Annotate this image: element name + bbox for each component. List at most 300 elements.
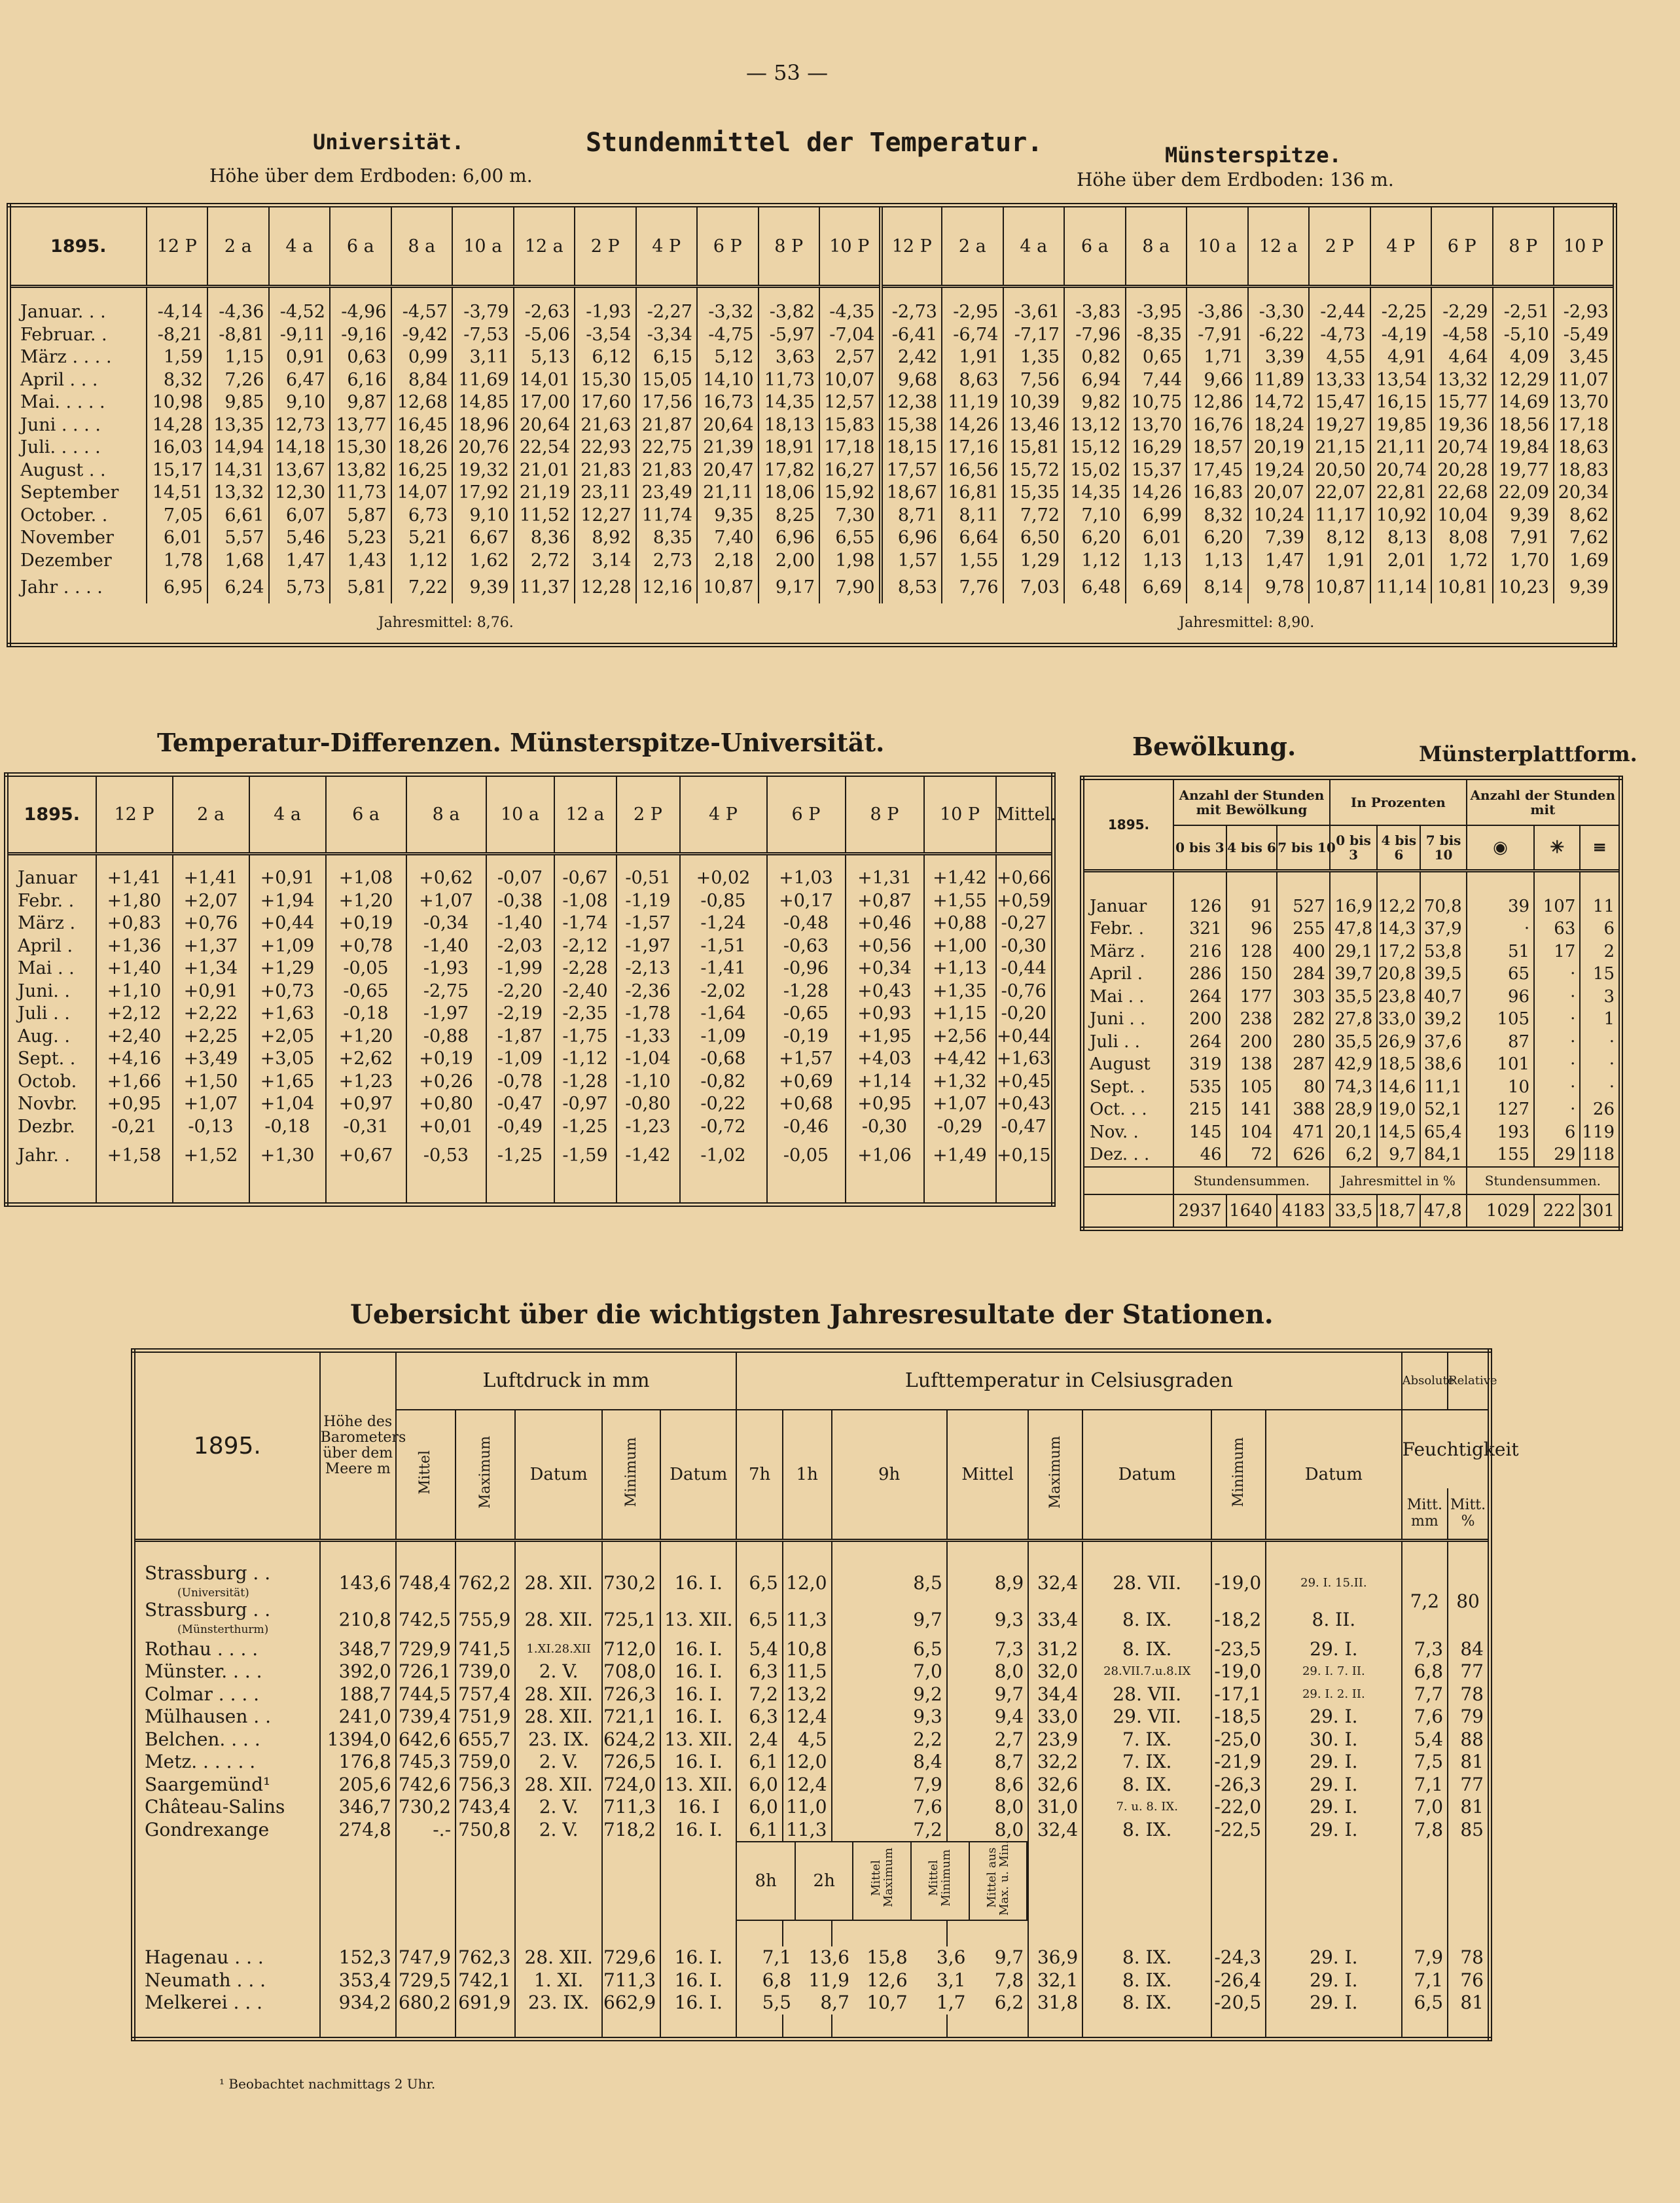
spacer — [617, 854, 680, 868]
t3-cell: · — [1534, 986, 1580, 1009]
t1-cell: -3,54 — [575, 324, 636, 347]
t3-cell: · — [1580, 1053, 1620, 1076]
t4-pct-header: % — [1461, 1513, 1475, 1530]
t1-cell: 1,70 — [1493, 550, 1554, 573]
t4-cell: 730,2 — [602, 1565, 660, 1602]
t1-cell: -3,83 — [1064, 301, 1126, 324]
t1-cell: 7,05 — [147, 505, 208, 528]
t1-cell: 15,38 — [881, 414, 942, 437]
t3-cell: 39,7 — [1330, 963, 1377, 986]
t4-cell: 11,0 — [783, 1796, 832, 1819]
t4-datum-header-1: Datum — [515, 1410, 602, 1541]
t1-row — [9, 437, 1615, 459]
t1-month-label: November — [9, 527, 147, 550]
t3-cell: 52,1 — [1420, 1098, 1466, 1121]
t4-datum-header-4: Datum — [1266, 1410, 1401, 1541]
t1-row — [9, 369, 1615, 392]
t3-year: 1895. — [1082, 778, 1174, 871]
t3-row — [1082, 1098, 1621, 1121]
t3-row — [1082, 1031, 1621, 1054]
t4-station-sublabel: (Münsterthurm) — [177, 1622, 269, 1636]
spacer — [96, 854, 173, 868]
t4-station-label — [134, 1562, 320, 1602]
t3-cell: 101 — [1467, 1053, 1534, 1076]
t3-cell: 1 — [1580, 1008, 1620, 1031]
t4-special-cell: 12,6 — [867, 1969, 908, 1991]
t4-subheader-cell — [911, 1842, 969, 1920]
t1-cell: -2,95 — [942, 301, 1003, 324]
t1-cell: 7,72 — [1003, 505, 1065, 528]
t1-right-station: Münsterspitze. — [1165, 143, 1342, 168]
t1-hour-header: 2 a — [942, 206, 1003, 287]
t4-cell: 724,0 — [602, 1774, 660, 1797]
spacer — [1448, 1920, 1490, 1946]
t1-cell: 14,26 — [1126, 482, 1187, 505]
t2-cell: -2,75 — [406, 980, 486, 1003]
t1-cell: 9,82 — [1064, 391, 1126, 414]
cloudiness-table — [1080, 776, 1623, 1231]
t1-cell: 20,28 — [1431, 459, 1493, 482]
t4-special-table — [737, 1992, 1028, 2015]
spacer — [1082, 1194, 1174, 1229]
t1-year: 1895. — [9, 206, 147, 287]
t4-cell: 6,3 — [736, 1660, 783, 1683]
t1-cell: 21,15 — [1309, 437, 1370, 459]
t3-cell: 63 — [1534, 918, 1580, 940]
t4-cell: 12,0 — [783, 1565, 832, 1602]
t1-hour-header: 2 P — [575, 206, 636, 287]
t1-cell: 16,27 — [819, 459, 881, 482]
t4-cell: 77 — [1448, 1774, 1490, 1797]
t3-cell: 18,5 — [1377, 1053, 1420, 1076]
t2-cell: -0,63 — [767, 935, 846, 958]
t4-cell: -.- — [396, 1819, 456, 1842]
t2-cell: +1,80 — [96, 890, 173, 913]
t1-month-label: Januar. . . — [9, 301, 147, 324]
t3-footer-value: 1029 — [1467, 1194, 1534, 1229]
t3-cell: 20,8 — [1377, 963, 1420, 986]
t1-cell: 4,64 — [1431, 346, 1493, 369]
t4-station-label — [134, 1819, 320, 1842]
t4-cell: 2,4 — [736, 1728, 783, 1751]
t3-row — [1082, 940, 1621, 963]
spacer — [697, 287, 759, 302]
t4-cell: 28. VII. — [1082, 1565, 1211, 1602]
t4-cell: 729,9 — [396, 1638, 456, 1661]
t4-special-cell: 9,7 — [994, 1946, 1024, 1969]
t1-cell: 15,02 — [1064, 459, 1126, 482]
t2-cell: -2,20 — [486, 980, 554, 1003]
t4-special-cell: 6,8 — [762, 1969, 792, 1991]
t3-cell: 26,9 — [1377, 1031, 1420, 1054]
spacer — [1277, 871, 1330, 895]
t1-cell: -4,35 — [819, 301, 881, 324]
t2-row — [7, 1093, 1054, 1116]
t1-cell: 1,78 — [147, 550, 208, 573]
t3-cell: 141 — [1226, 1098, 1278, 1121]
t3-cell: 74,3 — [1330, 1076, 1377, 1099]
t1-cell: 14,01 — [514, 369, 575, 392]
t4-cell: 29. I. 7. II. — [1266, 1660, 1401, 1683]
spacer — [456, 1842, 515, 1920]
t4-cell: 16. I. — [660, 1992, 736, 2015]
t1-cell: 22,75 — [636, 437, 698, 459]
t4-cell: 739,4 — [396, 1706, 456, 1728]
t1-cell: 3,63 — [759, 346, 820, 369]
t4-cell: 31,0 — [1028, 1796, 1082, 1819]
t2-month-label: Juni. . — [7, 980, 96, 1003]
t4-cell: 12,4 — [783, 1706, 832, 1728]
spacer — [1266, 2015, 1401, 2039]
t1-cell: 1,13 — [1126, 550, 1187, 573]
t3-cell: 80 — [1277, 1076, 1330, 1099]
t1-cell: 23,11 — [575, 482, 636, 505]
t2-cell: -0,76 — [996, 980, 1054, 1003]
t3-cell: 264 — [1173, 986, 1226, 1009]
t2-cell: +0,46 — [846, 912, 924, 935]
t4-cell: 32,2 — [1028, 1751, 1082, 1774]
t2-cell: +0,91 — [173, 980, 249, 1003]
t1-cell: 6,99 — [1126, 505, 1187, 528]
t4-cell: 8,0 — [947, 1796, 1028, 1819]
t2-cell: -0,20 — [996, 1003, 1054, 1026]
t3-cell: 471 — [1277, 1121, 1330, 1144]
t1-hour-header: 12 a — [1248, 206, 1310, 287]
t1-cell: 15,72 — [1003, 459, 1065, 482]
t1-row — [9, 346, 1615, 369]
spacer — [134, 1842, 320, 1920]
t1-cell: 6,20 — [1064, 527, 1126, 550]
t1-cell: 13,67 — [269, 459, 331, 482]
t3-cell: 20,1 — [1330, 1121, 1377, 1144]
spacer — [1534, 871, 1580, 895]
spacer — [660, 2015, 736, 2039]
t3-group-hours: Anzahl der Stunden mit Bewölkung — [1173, 778, 1330, 825]
spacer — [1448, 1842, 1490, 1920]
t4-cell: 624,2 — [602, 1728, 660, 1751]
t4-cell: 31,2 — [1028, 1638, 1082, 1661]
t1-jahr-cell: 9,39 — [452, 572, 514, 603]
t1-cell: 7,30 — [819, 505, 881, 528]
t4-cell: 655,7 — [456, 1728, 515, 1751]
t1-cell: 21,01 — [514, 459, 575, 482]
t1-cell: -4,96 — [330, 301, 391, 324]
t1-jahr-cell: 9,39 — [1554, 572, 1615, 603]
t4-shared-abs-humidity: 7,2 — [1402, 1565, 1448, 1638]
t4-special-cell: 5,5 — [762, 1992, 792, 2014]
t2-hour-header: 8 P — [846, 775, 924, 854]
spacer — [602, 2015, 660, 2039]
spacer — [1211, 2015, 1266, 2039]
t3-cell: 33,0 — [1377, 1008, 1420, 1031]
t1-cell: 1,47 — [1248, 550, 1310, 573]
t2-cell: -0,48 — [767, 912, 846, 935]
t3-cell: · — [1534, 963, 1580, 986]
t2-cell: +0,83 — [96, 912, 173, 935]
t3-cell: 65 — [1467, 963, 1534, 986]
t1-cell: 1,71 — [1187, 346, 1248, 369]
t4-cell: 8,7 — [947, 1751, 1028, 1774]
t1-cell: 14,51 — [147, 482, 208, 505]
spacer — [1370, 287, 1432, 302]
t2-cell: +1,20 — [326, 1026, 406, 1048]
t2-cell: +1,07 — [406, 890, 486, 913]
t4-cell: 12,4 — [783, 1774, 832, 1797]
t2-cell: -0,65 — [326, 980, 406, 1003]
t4-cell: 2. V. — [515, 1751, 602, 1774]
t4-cell: 726,3 — [602, 1683, 660, 1706]
t1-cell: 18,57 — [1187, 437, 1248, 459]
t1-cell: 1,57 — [881, 550, 942, 573]
t1-row — [9, 414, 1615, 437]
spacer — [486, 854, 554, 868]
t2-cell: -0,19 — [767, 1026, 846, 1048]
t3-cell: 150 — [1226, 963, 1278, 986]
t1-footer-row — [9, 603, 1615, 645]
t1-cell: 9,66 — [1187, 369, 1248, 392]
t1-cell: -3,61 — [1003, 301, 1065, 324]
t2-cell: +0,69 — [767, 1071, 846, 1094]
t3-cell: 6 — [1580, 918, 1620, 940]
t4-station-row-special — [134, 1946, 1490, 1969]
t4-cell: 78 — [1448, 1946, 1490, 1969]
t4-subheader-block — [736, 1842, 1028, 1920]
t1-cell: 1,29 — [1003, 550, 1065, 573]
spacer — [1187, 287, 1248, 302]
t2-jahr-cell: +0,15 — [996, 1138, 1054, 1173]
spacer — [320, 1842, 396, 1920]
t1-cell: 0,91 — [269, 346, 331, 369]
t3-footer-values — [1082, 1194, 1621, 1229]
spacer — [249, 854, 326, 868]
t4-1h-header: 1h — [783, 1410, 832, 1541]
t2-cell: -1,08 — [554, 890, 617, 913]
t1-cell: -2,51 — [1493, 301, 1554, 324]
t1-cell: 17,00 — [514, 391, 575, 414]
t1-jahr-cell: 6,48 — [1064, 572, 1126, 603]
t4-cell: 88 — [1448, 1728, 1490, 1751]
spacer — [1266, 1920, 1401, 1946]
t1-right-height: Höhe über dem Erdboden: 136 m. — [1077, 169, 1394, 190]
t1-cell: 1,47 — [269, 550, 331, 573]
t4-station-name: Mülhausen . . — [145, 1706, 271, 1728]
t4-cell: -19,0 — [1211, 1565, 1266, 1602]
t4-year: 1895. — [134, 1351, 320, 1541]
t4-cell: 11,3 — [783, 1602, 832, 1638]
t1-cell: 23,49 — [636, 482, 698, 505]
t4-station-label — [134, 1728, 320, 1751]
t1-cell: 11,74 — [636, 505, 698, 528]
t4-station-row — [134, 1751, 1490, 1774]
t1-cell: 5,13 — [514, 346, 575, 369]
t1-cell: 17,18 — [1554, 414, 1615, 437]
t2-cell: +0,19 — [326, 912, 406, 935]
t4-cell: 8,4 — [832, 1751, 947, 1774]
t2-cell: -0,07 — [486, 867, 554, 890]
spacer — [554, 1173, 617, 1205]
t4-special-table — [737, 1969, 1028, 1992]
t3-row — [1082, 895, 1621, 918]
t1-cell: -2,44 — [1309, 301, 1370, 324]
t4-cell: -26,4 — [1211, 1969, 1266, 1992]
t2-cell: +1,63 — [996, 1048, 1054, 1071]
t1-cell: 16,25 — [391, 459, 453, 482]
t2-jahr-cell: +1,58 — [96, 1138, 173, 1173]
t1-hour-header: 8 a — [391, 206, 453, 287]
t4-cell: 708,0 — [602, 1660, 660, 1683]
t4-cell: 739,0 — [456, 1660, 515, 1683]
t4-station-label — [134, 1660, 320, 1683]
t2-cell: +0,95 — [846, 1093, 924, 1116]
t3-cell: 238 — [1226, 1008, 1278, 1031]
t4-cell: 759,0 — [456, 1751, 515, 1774]
t2-cell: +0,80 — [406, 1093, 486, 1116]
spacer — [173, 1173, 249, 1205]
t1-cell: -7,53 — [452, 324, 514, 347]
t4-cell: 34,4 — [1028, 1683, 1082, 1706]
t1-cell: 13,46 — [1003, 414, 1065, 437]
t4-luftdruck-header: Luftdruck in mm — [396, 1351, 737, 1410]
t2-cell: +1,13 — [924, 958, 996, 980]
t3-cell: 42,9 — [1330, 1053, 1377, 1076]
t2-cell: +1,95 — [846, 1026, 924, 1048]
t3-cell: 14,5 — [1377, 1121, 1420, 1144]
t1-cell: 1,69 — [1554, 550, 1615, 573]
t2-cell: -1,87 — [486, 1026, 554, 1048]
t3-month-label: Nov. . — [1082, 1121, 1174, 1144]
t1-cell: 17,92 — [452, 482, 514, 505]
t1-cell: 12,29 — [1493, 369, 1554, 392]
t4-station-name: Saargemünd¹ — [145, 1773, 271, 1795]
t2-cell: -1,99 — [486, 958, 554, 980]
t2-row — [7, 912, 1054, 935]
t1-cell: 1,15 — [207, 346, 269, 369]
t2-cell: -0,44 — [996, 958, 1054, 980]
t4-station-name: Neumath . . . — [134, 1969, 320, 1992]
t3-cell: 87 — [1467, 1031, 1534, 1054]
t1-jahr-cell: 10,81 — [1431, 572, 1493, 603]
t2-cell: +2,05 — [249, 1026, 326, 1048]
t4-subheader-cell — [969, 1842, 1028, 1920]
t1-cell: 8,08 — [1431, 527, 1493, 550]
t1-cell: 15,35 — [1003, 482, 1065, 505]
t2-cell: -1,64 — [680, 1003, 767, 1026]
t2-cell: +0,43 — [846, 980, 924, 1003]
spacer — [396, 1842, 456, 1920]
t3-cell: 46 — [1173, 1143, 1226, 1167]
t2-row — [7, 867, 1054, 890]
spacer — [819, 287, 881, 302]
t1-cell: 19,24 — [1248, 459, 1310, 482]
t4-station-label — [134, 1683, 320, 1706]
t2-cell: -0,30 — [996, 935, 1054, 958]
spacer — [1402, 2015, 1448, 2039]
t3-cell: · — [1534, 1053, 1580, 1076]
t4-cell: 757,4 — [456, 1683, 515, 1706]
t4-mitt-header-2: Mitt. — [1450, 1497, 1486, 1514]
t4-cell: 77 — [1448, 1660, 1490, 1683]
t4-cell: 711,3 — [602, 1969, 660, 1992]
t3-weather-symbol-icon: ◉ — [1467, 825, 1534, 871]
t1-cell: 12,68 — [391, 391, 453, 414]
spacer — [636, 287, 698, 302]
t4-cell: 143,6 — [320, 1565, 396, 1602]
t4-cell: 744,5 — [396, 1683, 456, 1706]
t2-cell: +0,62 — [406, 867, 486, 890]
t4-special-block — [736, 1969, 1028, 1992]
t1-cell: 13,70 — [1554, 391, 1615, 414]
t4-cell: 28.VII.7.u.8.IX — [1082, 1660, 1211, 1683]
t1-cell: 12,86 — [1187, 391, 1248, 414]
t1-cell: 14,10 — [697, 369, 759, 392]
t2-jahr-label: Jahr. . — [7, 1138, 96, 1173]
spacer — [269, 287, 331, 302]
t4-cell: 8. IX. — [1082, 1946, 1211, 1969]
t1-cell: 1,72 — [1431, 550, 1493, 573]
t1-month-label: April . . . — [9, 369, 147, 392]
t1-hour-header: 6 a — [1064, 206, 1126, 287]
t2-cell: -0,22 — [680, 1093, 767, 1116]
spacer — [1003, 287, 1065, 302]
t1-jahr-label: Jahr . . . . — [9, 572, 147, 603]
t3-station: Münsterplattform. — [1419, 742, 1637, 766]
t4-cell: 718,2 — [602, 1819, 660, 1842]
t4-cell: 2. V. — [515, 1796, 602, 1819]
t1-cell: 8,32 — [1187, 505, 1248, 528]
spacer — [783, 1920, 832, 1946]
t2-cell: -1,97 — [406, 1003, 486, 1026]
t2-cell: +2,12 — [96, 1003, 173, 1026]
t1-cell: 20,74 — [1370, 459, 1432, 482]
t4-lufttemp-header: Lufttemperatur in Celsiusgraden — [736, 1351, 1401, 1410]
t2-hour-header: 4 a — [249, 775, 326, 854]
t4-cell: 8. IX. — [1082, 1969, 1211, 1992]
t3-cell: 72 — [1226, 1143, 1278, 1167]
t1-cell: 15,12 — [1064, 437, 1126, 459]
t1-month-label: März . . . . — [9, 346, 147, 369]
t1-cell: -1,93 — [575, 301, 636, 324]
t1-cell: 2,57 — [819, 346, 881, 369]
t1-hour-header: 4 P — [636, 206, 698, 287]
t2-cell: +1,41 — [173, 867, 249, 890]
spacer — [249, 1173, 326, 1205]
t3-cell: 287 — [1277, 1053, 1330, 1076]
t1-cell: 14,31 — [207, 459, 269, 482]
t1-cell: 20,19 — [1248, 437, 1310, 459]
t1-cell: 6,01 — [147, 527, 208, 550]
t1-cell: 1,91 — [942, 346, 1003, 369]
t1-cell: 18,63 — [1554, 437, 1615, 459]
t4-cell: 726,5 — [602, 1751, 660, 1774]
t1-hour-header: 8 P — [1493, 206, 1554, 287]
t4-special-table — [737, 1946, 1028, 1969]
t2-cell: +1,42 — [924, 867, 996, 890]
spacer — [326, 854, 406, 868]
t4-cell: 28. VII. — [1082, 1683, 1211, 1706]
t2-cell: -0,72 — [680, 1116, 767, 1139]
t4-cell: 241,0 — [320, 1706, 396, 1728]
t2-jahr-cell: -1,42 — [617, 1138, 680, 1173]
t4-station-name: Metz. . . . . . — [145, 1751, 256, 1773]
t1-cell: 17,60 — [575, 391, 636, 414]
t2-month-label: Juli . . — [7, 1003, 96, 1026]
t2-hour-header: 10 a — [486, 775, 554, 854]
t4-cell: 81 — [1448, 1992, 1490, 2015]
t1-hour-header: 12 P — [881, 206, 942, 287]
t1-cell: 6,07 — [269, 505, 331, 528]
t4-station-row — [134, 1638, 1490, 1661]
t3-title: Bewölkung. — [1132, 732, 1296, 761]
